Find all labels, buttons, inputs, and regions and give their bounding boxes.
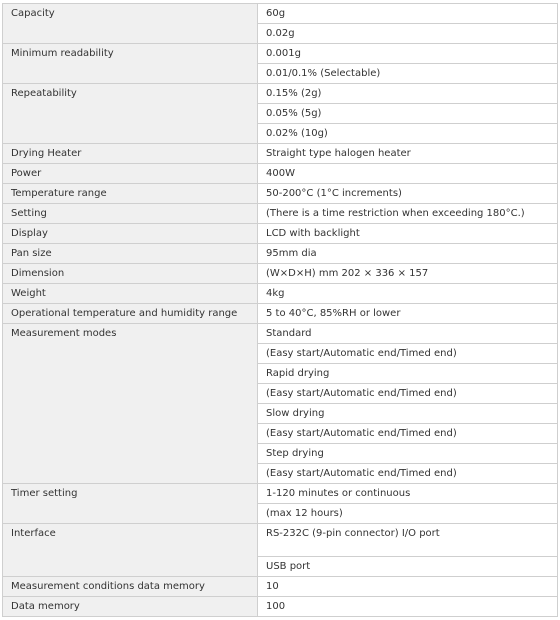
spec-row bbox=[3, 264, 558, 284]
spec-row bbox=[3, 164, 558, 184]
spec-label: Display bbox=[3, 224, 258, 244]
spec-row bbox=[3, 184, 558, 204]
spec-value: Straight type halogen heater bbox=[258, 144, 558, 164]
spec-label: Pan size bbox=[3, 244, 258, 264]
spec-value: (Easy start/Automatic end/Timed end) bbox=[258, 384, 558, 404]
spec-row bbox=[3, 304, 558, 324]
spec-value: 50-200°C (1°C increments) bbox=[258, 184, 558, 204]
spec-value: (W×D×H) mm 202 × 336 × 157 bbox=[258, 264, 558, 284]
spec-value: Standard bbox=[258, 324, 558, 344]
spec-value: 0.02g bbox=[258, 24, 558, 44]
spec-row bbox=[3, 524, 558, 557]
spec-value: 0.15% (2g) bbox=[258, 84, 558, 104]
spec-value: 1-120 minutes or continuous bbox=[258, 484, 558, 504]
spec-row bbox=[3, 597, 558, 617]
spec-value: (Easy start/Automatic end/Timed end) bbox=[258, 424, 558, 444]
spec-label: Minimum readability bbox=[3, 44, 258, 84]
spec-value: Rapid drying bbox=[258, 364, 558, 384]
spec-label: Capacity bbox=[3, 4, 258, 44]
spec-label: Repeatability bbox=[3, 84, 258, 144]
spec-value: Slow drying bbox=[258, 404, 558, 424]
spec-value: 0.05% (5g) bbox=[258, 104, 558, 124]
spec-label: Setting bbox=[3, 204, 258, 224]
spec-value: 10 bbox=[258, 577, 558, 597]
spec-label: Drying Heater bbox=[3, 144, 258, 164]
specifications-table bbox=[2, 3, 558, 617]
spec-value: 4kg bbox=[258, 284, 558, 304]
spec-value: 95mm dia bbox=[258, 244, 558, 264]
spec-row bbox=[3, 4, 558, 24]
spec-label: Weight bbox=[3, 284, 258, 304]
spec-label: Interface bbox=[3, 524, 258, 577]
spec-row bbox=[3, 144, 558, 164]
spec-label: Temperature range bbox=[3, 184, 258, 204]
spec-label: Data memory bbox=[3, 597, 258, 617]
spec-value: 0.001g bbox=[258, 44, 558, 64]
spec-value: RS-232C (9-pin connector) I/O port bbox=[258, 524, 558, 557]
spec-label: Operational temperature and humidity range bbox=[3, 304, 258, 324]
spec-label: Measurement conditions data memory bbox=[3, 577, 258, 597]
spec-value: Step drying bbox=[258, 444, 558, 464]
spec-row bbox=[3, 44, 558, 64]
spec-row bbox=[3, 204, 558, 224]
spec-value: 100 bbox=[258, 597, 558, 617]
spec-row bbox=[3, 244, 558, 264]
specifications-table-body bbox=[3, 4, 558, 617]
spec-value: 400W bbox=[258, 164, 558, 184]
spec-row bbox=[3, 224, 558, 244]
spec-value: (Easy start/Automatic end/Timed end) bbox=[258, 344, 558, 364]
spec-value: (max 12 hours) bbox=[258, 504, 558, 524]
spec-value: (There is a time restriction when exceeding 180°C.) bbox=[258, 204, 558, 224]
spec-label: Dimension bbox=[3, 264, 258, 284]
spec-row bbox=[3, 324, 558, 344]
spec-value: USB port bbox=[258, 557, 558, 577]
spec-value: (Easy start/Automatic end/Timed end) bbox=[258, 464, 558, 484]
spec-label: Power bbox=[3, 164, 258, 184]
spec-value: 0.02% (10g) bbox=[258, 124, 558, 144]
spec-value: 5 to 40°C, 85%RH or lower bbox=[258, 304, 558, 324]
spec-value: 60g bbox=[258, 4, 558, 24]
spec-row bbox=[3, 84, 558, 104]
spec-row bbox=[3, 577, 558, 597]
spec-label: Measurement modes bbox=[3, 324, 258, 484]
spec-value: 0.01/0.1% (Selectable) bbox=[258, 64, 558, 84]
spec-row bbox=[3, 284, 558, 304]
spec-label: Timer setting bbox=[3, 484, 258, 524]
spec-row bbox=[3, 484, 558, 504]
spec-value: LCD with backlight bbox=[258, 224, 558, 244]
